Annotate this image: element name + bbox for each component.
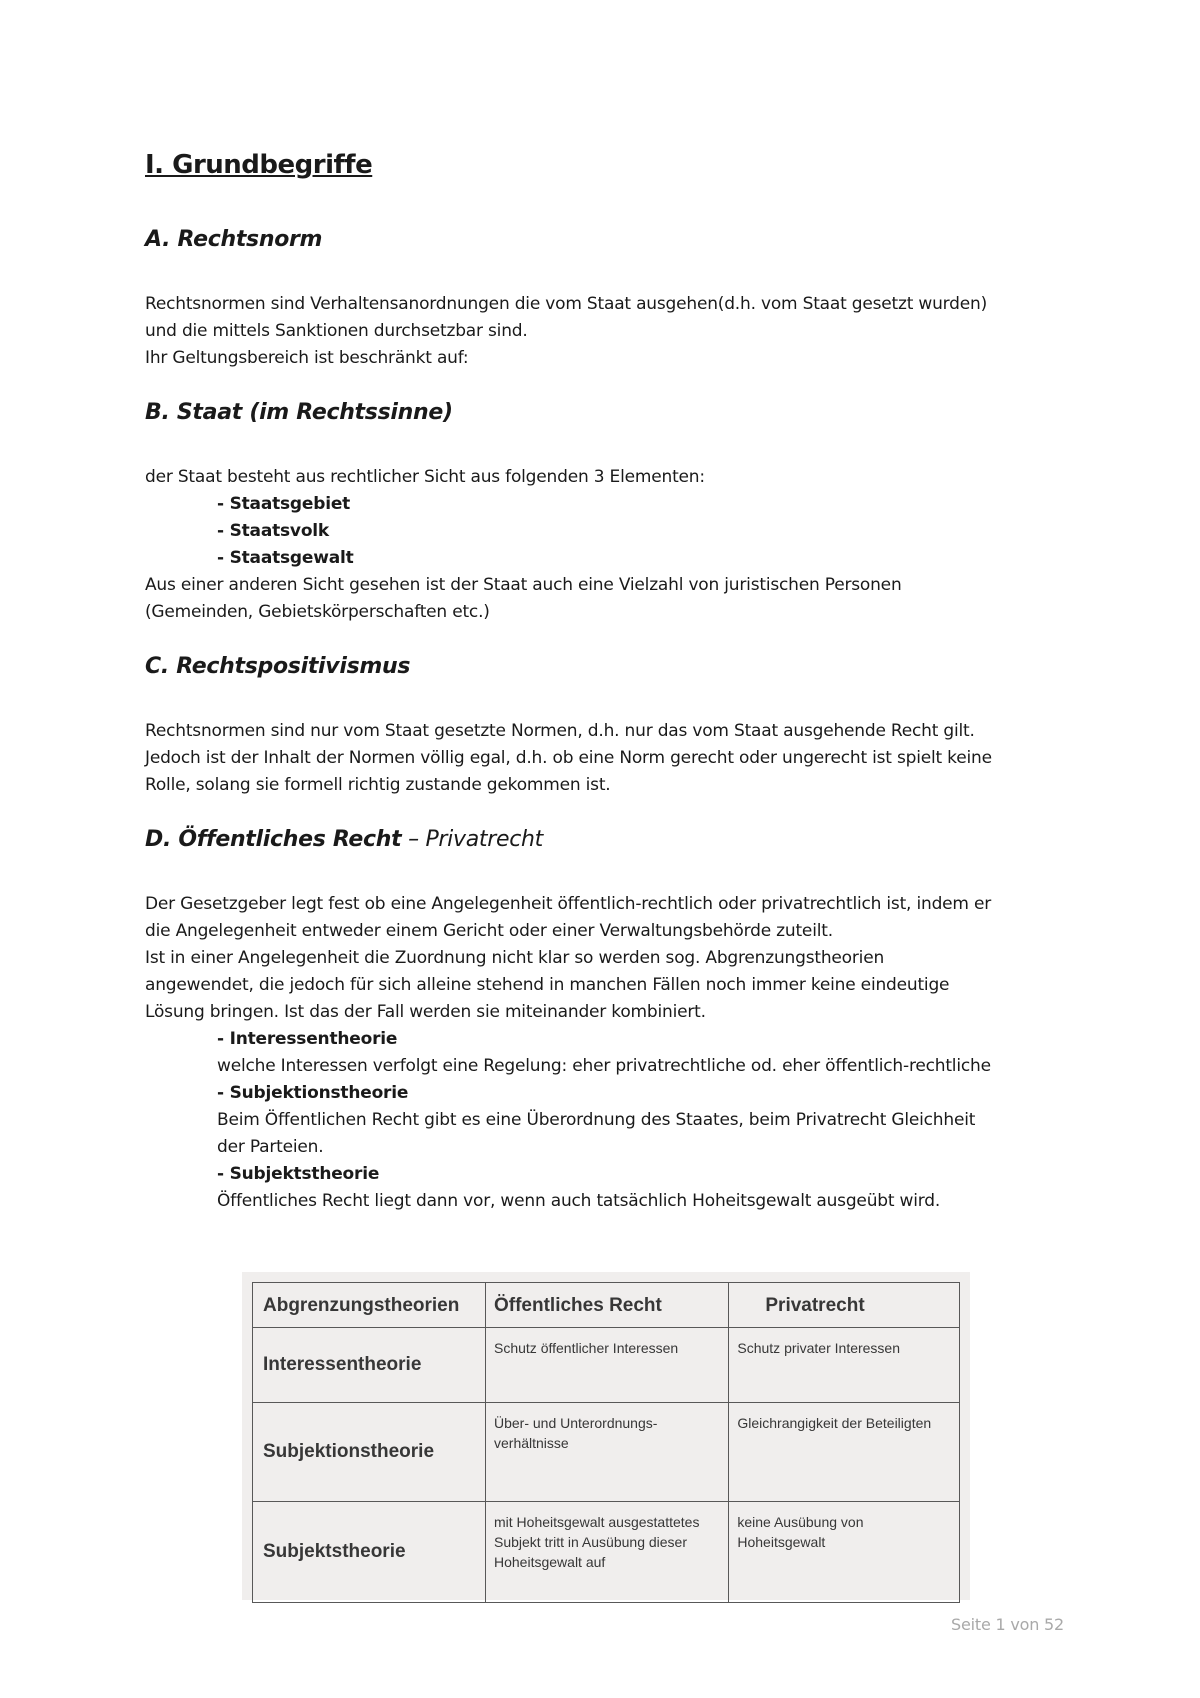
- page-content: [145, 145, 1065, 1239]
- text-line: und die mittels Sanktionen durchsetzbar sind.: [145, 321, 528, 341]
- comparison-table: [252, 1282, 960, 1603]
- text-line: die Angelegenheit entweder einem Gericht oder einer Verwaltungsbehörde zuteilt.: [145, 921, 833, 941]
- cell-line: keine Ausübung von: [737, 1514, 864, 1530]
- heading-light-part: – Privatrecht: [401, 827, 543, 852]
- text-line: Jedoch ist der Inhalt der Normen völlig egal, d.h. ob eine Norm gerecht oder ungerecht ist spielt keine: [145, 748, 992, 768]
- table-row: [253, 1502, 960, 1603]
- theory-text: Öffentliches Recht liegt dann vor, wenn auch tatsächlich Hoheitsgewalt ausgeübt wird.: [217, 1191, 941, 1211]
- theory-name: - Subjektstheorie: [217, 1164, 380, 1184]
- page-title: I. Grundbegriffe: [145, 150, 373, 180]
- table-cell: [729, 1328, 960, 1403]
- cell-line: mit Hoheitsgewalt ausgestattetes: [494, 1514, 700, 1530]
- theory-text: welche Interessen verfolgt eine Regelung: eher privatrechtliche od. eher öffentlich-rechtliche: [217, 1056, 991, 1076]
- text-line: Der Gesetzgeber legt fest ob eine Angelegenheit öffentlich-rechtlich oder privatrechtlich ist, indem er: [145, 894, 992, 914]
- table-cell: [729, 1403, 960, 1502]
- table-cell: [486, 1502, 729, 1603]
- cell-line: Subjekt tritt in Ausübung dieser: [494, 1534, 688, 1550]
- table-row: [253, 1403, 960, 1502]
- cell-line: Über- und Unterordnungs-: [494, 1415, 658, 1431]
- text-line: Lösung bringen. Ist das der Fall werden sie miteinander kombiniert.: [145, 1002, 706, 1022]
- text-line: der Staat besteht aus rechtlicher Sicht aus folgenden 3 Elementen:: [145, 467, 705, 487]
- section-heading-c: C. Rechtspositivismus: [145, 654, 411, 679]
- table-cell: [729, 1502, 960, 1603]
- text-line: Ihr Geltungsbereich ist beschränkt auf:: [145, 348, 469, 368]
- section-heading-a: A. Rechtsnorm: [145, 227, 323, 252]
- page-number: Seite 1 von 52: [951, 1615, 1064, 1634]
- section-c-paragraph: [145, 718, 1065, 799]
- table-cell: [486, 1328, 729, 1403]
- section-heading-d: [145, 823, 1065, 857]
- list-item: - Staatsgebiet: [217, 494, 351, 514]
- table-header: Abgrenzungstheorien: [253, 1283, 486, 1328]
- text-line: (Gemeinden, Gebietskörperschaften etc.): [145, 602, 490, 622]
- cell-line: Gleichrangigkeit der Beteiligten: [737, 1415, 932, 1431]
- row-header: Subjektstheorie: [253, 1502, 486, 1603]
- table-header-row: [253, 1283, 960, 1328]
- heading-bold-part: D. Öffentliches Recht: [145, 827, 402, 852]
- theory-text: der Parteien.: [217, 1137, 324, 1157]
- theory-text: Beim Öffentlichen Recht gibt es eine Überordnung des Staates, beim Privatrecht Gleichheit: [217, 1110, 976, 1130]
- list-item: - Staatsgewalt: [217, 548, 354, 568]
- section-d-paragraph: [145, 891, 1065, 1215]
- text-line: Ist in einer Angelegenheit die Zuordnung nicht klar so werden sog. Abgrenzungstheorien: [145, 948, 885, 968]
- row-header: Subjektionstheorie: [253, 1403, 486, 1502]
- cell-line: Schutz privater Interessen: [737, 1340, 901, 1356]
- section-a-paragraph: [145, 291, 1065, 372]
- text-line: Rechtsnormen sind Verhaltensanordnungen die vom Staat ausgehen(d.h. vom Staat gesetzt wurden): [145, 294, 988, 314]
- text-line: angewendet, die jedoch für sich alleine stehend in manchen Fällen noch immer keine eindeutige: [145, 975, 950, 995]
- theory-name: - Subjektionstheorie: [217, 1083, 409, 1103]
- row-header: Interessentheorie: [253, 1328, 486, 1403]
- cell-line: Schutz öffentlicher Interessen: [494, 1340, 679, 1356]
- text-line: Rechtsnormen sind nur vom Staat gesetzte Normen, d.h. nur das vom Staat ausgehende Recht gilt.: [145, 721, 975, 741]
- section-heading-b: B. Staat (im Rechtssinne): [145, 400, 453, 425]
- text-line: Rolle, solang sie formell richtig zustande gekommen ist.: [145, 775, 611, 795]
- table-row: [253, 1328, 960, 1403]
- section-b-paragraph: [145, 464, 1065, 626]
- table-header: Öffentliches Recht: [486, 1283, 729, 1328]
- cell-line: Hoheitsgewalt auf: [494, 1554, 606, 1570]
- scanned-table-image: [242, 1272, 970, 1600]
- table-cell: [486, 1403, 729, 1502]
- cell-line: Hoheitsgewalt: [737, 1534, 826, 1550]
- cell-line: verhältnisse: [494, 1435, 569, 1451]
- text-line: Aus einer anderen Sicht gesehen ist der Staat auch eine Vielzahl von juristischen Personen: [145, 575, 902, 595]
- table-header: Privatrecht: [729, 1283, 960, 1328]
- list-item: - Staatsvolk: [217, 521, 330, 541]
- theory-name: - Interessentheorie: [217, 1029, 398, 1049]
